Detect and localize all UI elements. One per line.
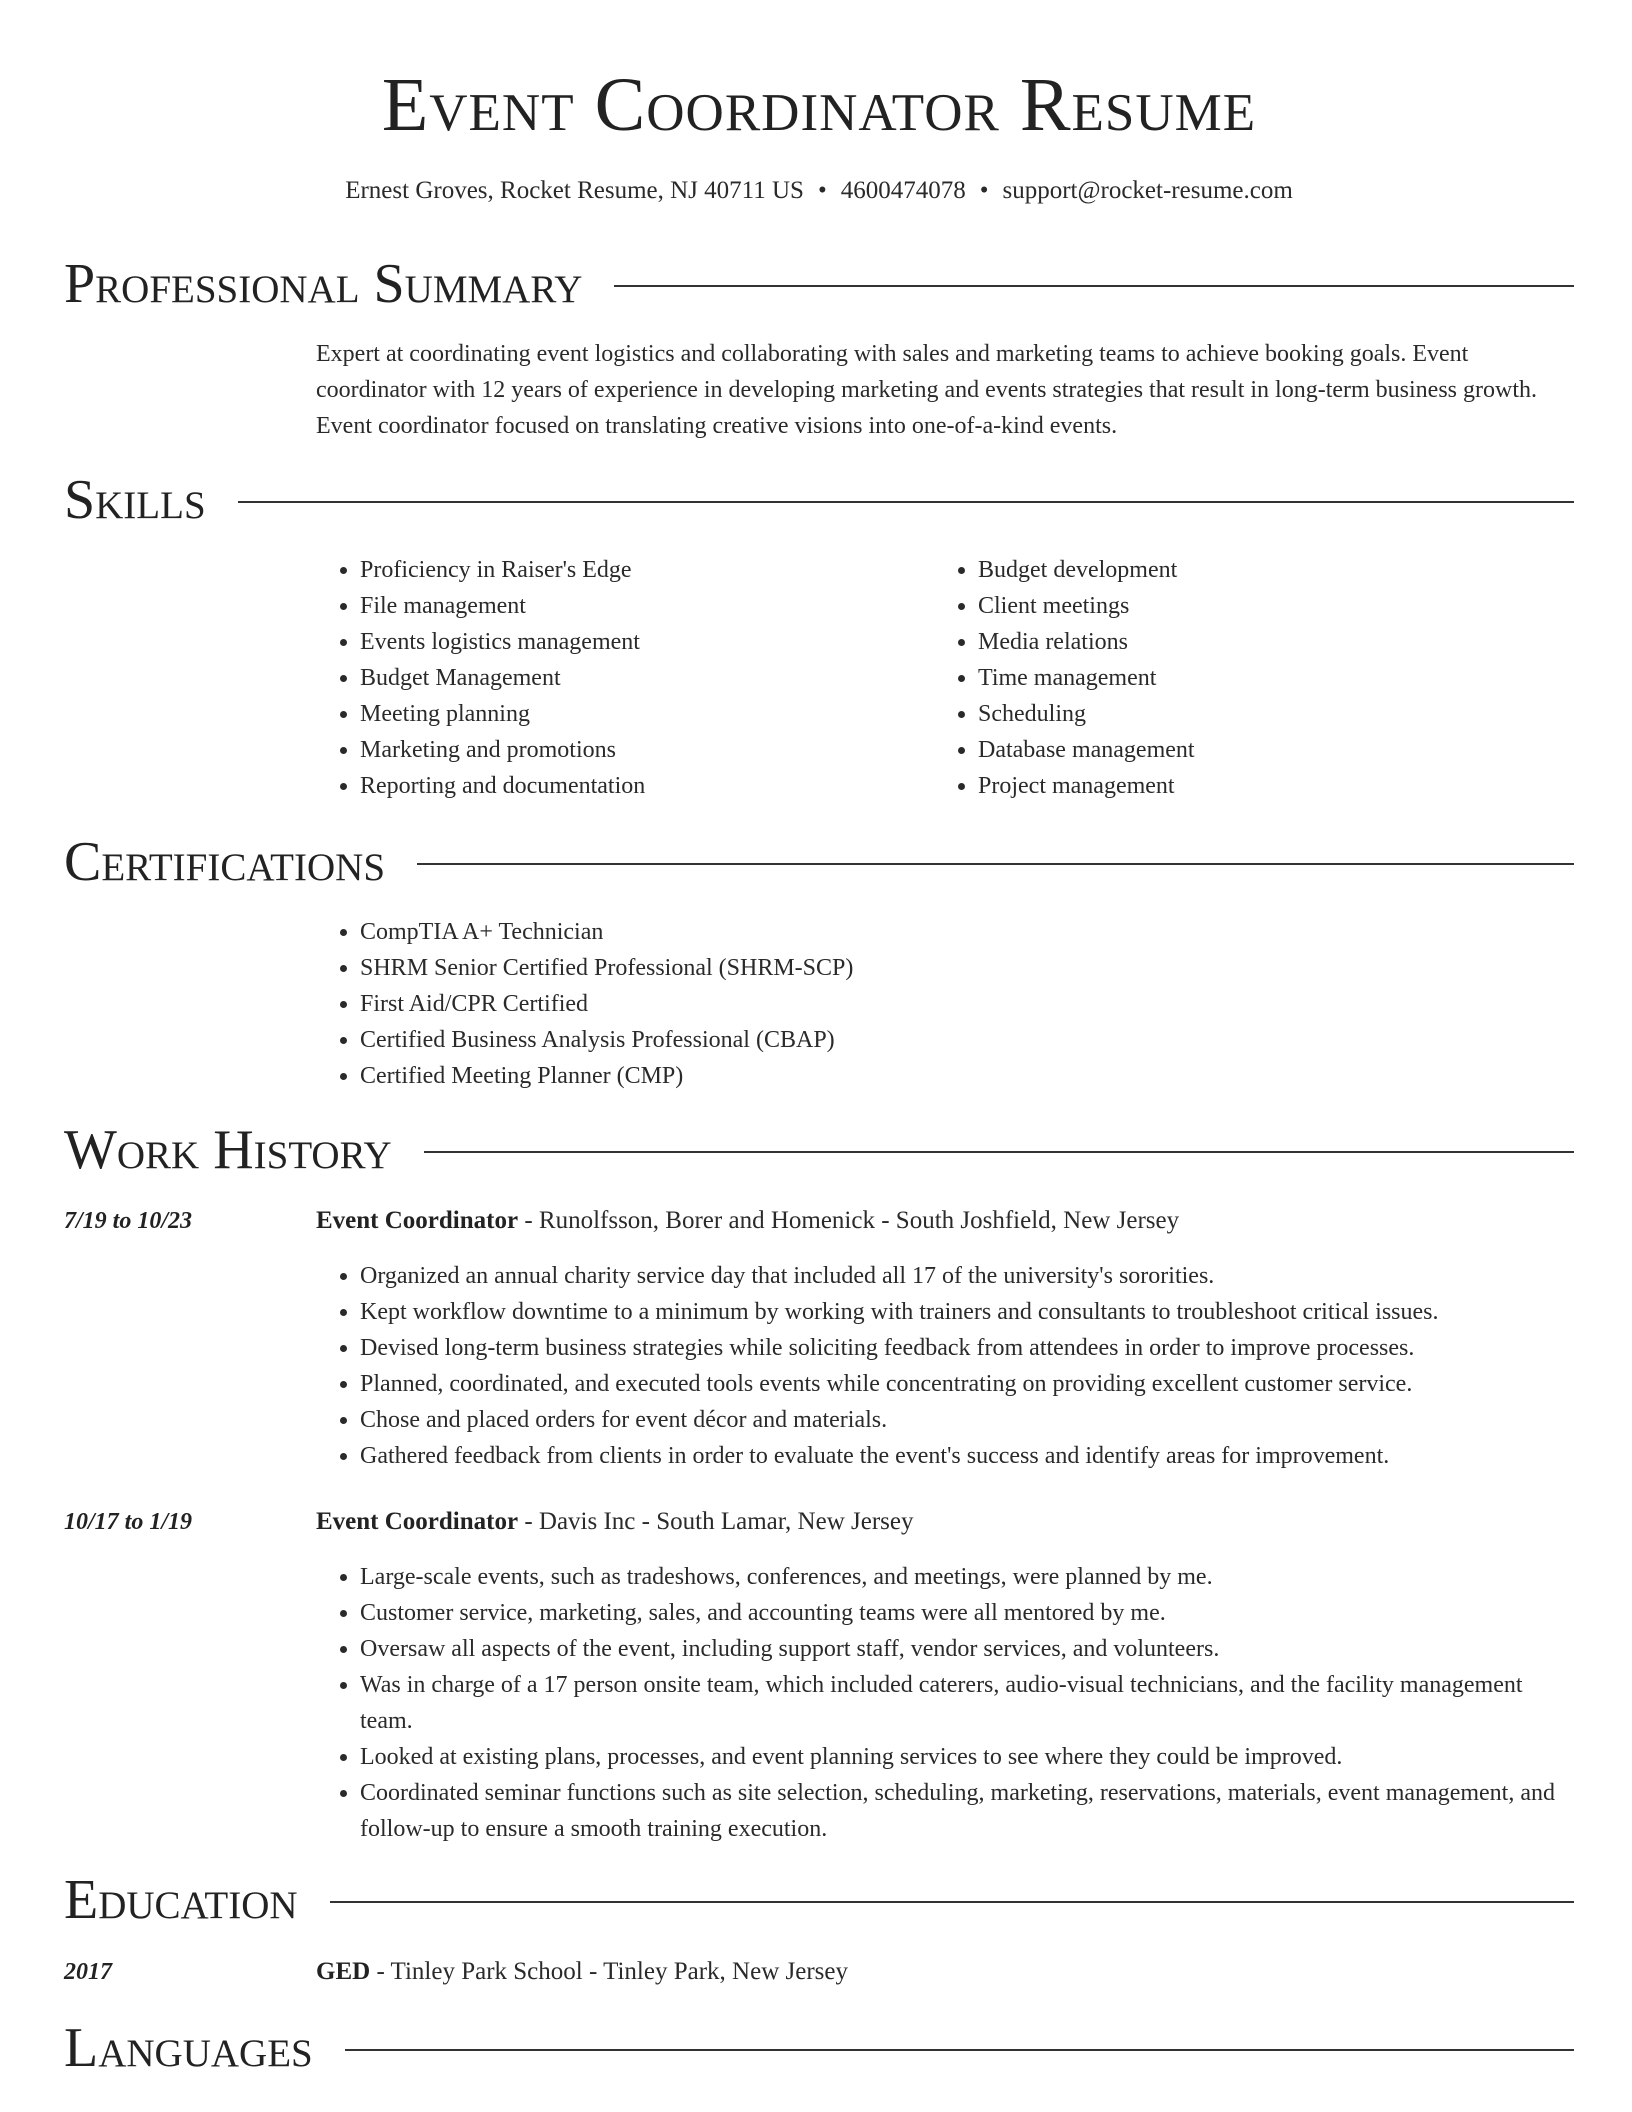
job-bullet: • Kept workflow downtime to a minimum by working with trainers and consultants to troubleshoot critical issues. xyxy=(360,1294,1574,1330)
education-degree: GED xyxy=(316,1958,371,1985)
job-employer-location: - Runolfsson, Borer and Homenick - South Joshfield, New Jersey xyxy=(518,1207,1180,1234)
skills-column-left xyxy=(316,552,934,804)
section-header-skills xyxy=(64,468,1574,532)
contact-separator: • xyxy=(817,177,827,204)
section-title-languages: Languages xyxy=(64,2017,313,2079)
contact-separator: • xyxy=(979,177,989,204)
job-bullet: • Oversaw all aspects of the event, including support staff, vendor services, and volunteers. xyxy=(360,1631,1574,1667)
job-bullet: • Chose and placed orders for event décor and materials. xyxy=(360,1402,1574,1438)
skill-item: • Media relations xyxy=(978,624,1552,660)
skill-item: • Scheduling xyxy=(978,696,1552,732)
skill-item: • Marketing and promotions xyxy=(360,732,934,768)
job-title: Event Coordinator xyxy=(316,1207,519,1234)
job-bullets xyxy=(316,1258,1574,1474)
skill-item: • Budget Management xyxy=(360,660,934,696)
summary-paragraph: Expert at coordinating event logistics and collaborating with sales and marketing teams to achieve booking goals. Event coordinator with 12 years of experience in developing marketing and events strategies that result in long-term business growth. Event coordinator focused on translating creative visions into one-of-a-kind events. xyxy=(316,341,1537,439)
job-title: Event Coordinator xyxy=(316,1508,519,1535)
job-bullet: • Organized an annual charity service day that included all 17 of the university's sororities. xyxy=(360,1258,1574,1294)
skill-item: • Project management xyxy=(978,768,1552,804)
job-bullets xyxy=(316,1559,1574,1847)
section-title-skills: Skills xyxy=(64,469,206,531)
skill-item: • Database management xyxy=(978,732,1552,768)
section-header-education xyxy=(64,1868,1574,1932)
contact-address: Ernest Groves, Rocket Resume, NJ 40711 US xyxy=(345,177,804,204)
education-heading xyxy=(316,1955,1574,1989)
section-title-work: Work History xyxy=(64,1119,392,1181)
skill-item: • Meeting planning xyxy=(360,696,934,732)
skill-item: • Client meetings xyxy=(978,588,1552,624)
skill-item: • File management xyxy=(360,588,934,624)
skill-item: • Proficiency in Raiser's Edge xyxy=(360,552,934,588)
section-title-certifications: Certifications xyxy=(64,831,386,893)
skills-list xyxy=(316,552,1574,804)
skill-item: • Reporting and documentation xyxy=(360,768,934,804)
job-dates: 10/17 to 1/19 xyxy=(64,1509,193,1535)
education-year: 2017 xyxy=(64,1959,112,1985)
certifications-list xyxy=(316,914,1574,1094)
job-employer-location: - Davis Inc - South Lamar, New Jersey xyxy=(518,1508,914,1535)
job-heading xyxy=(316,1204,1574,1238)
job-bullet: • Coordinated seminar functions such as site selection, scheduling, marketing, reservations, materials, event management, and follow-up to ensure a smooth training execution. xyxy=(360,1775,1574,1847)
certification-item: • SHRM Senior Certified Professional (SHRM-SCP) xyxy=(360,950,1574,986)
section-title-summary: Professional Summary xyxy=(64,253,583,315)
skill-item: • Budget development xyxy=(978,552,1552,588)
section-title-education: Education xyxy=(64,1869,298,1931)
section-divider xyxy=(238,501,1574,503)
certification-item: • Certified Business Analysis Professional (CBAP) xyxy=(360,1022,1574,1058)
job-bullet: • Large-scale events, such as tradeshows, conferences, and meetings, were planned by me. xyxy=(360,1559,1574,1595)
section-divider xyxy=(330,1901,1574,1903)
certification-item: • CompTIA A+ Technician xyxy=(360,914,1574,950)
skills-column-right xyxy=(934,552,1552,804)
skill-item: • Events logistics management xyxy=(360,624,934,660)
certification-item: • Certified Meeting Planner (CMP) xyxy=(360,1058,1574,1094)
skill-item: • Time management xyxy=(978,660,1552,696)
section-divider xyxy=(345,2049,1574,2051)
contact-email[interactable]: support@rocket-resume.com xyxy=(1002,177,1293,204)
job-bullet: • Planned, coordinated, and executed tools events while concentrating on providing excellent customer service. xyxy=(360,1366,1574,1402)
section-divider xyxy=(417,863,1574,865)
job-bullet: • Was in charge of a 17 person onsite team, which included caterers, audio-visual technicians, and the facility management team. xyxy=(360,1667,1574,1739)
section-divider xyxy=(424,1151,1574,1153)
job-dates: 7/19 to 10/23 xyxy=(64,1208,193,1234)
resume-title: Event Coordinator Resume xyxy=(381,63,1257,147)
section-header-languages xyxy=(64,2016,1574,2080)
job-bullet: • Customer service, marketing, sales, and accounting teams were all mentored by me. xyxy=(360,1595,1574,1631)
education-school-location: - Tinley Park School - Tinley Park, New Jersey xyxy=(370,1958,848,1985)
job-bullet: • Looked at existing plans, processes, and event planning services to see where they could be improved. xyxy=(360,1739,1574,1775)
job-heading xyxy=(316,1505,1574,1539)
certification-item: • First Aid/CPR Certified xyxy=(360,986,1574,1022)
job-bullet: • Gathered feedback from clients in order to evaluate the event's success and identify areas for improvement. xyxy=(360,1438,1574,1474)
contact-phone: 4600474078 xyxy=(840,177,966,204)
section-header-summary xyxy=(64,252,1574,316)
section-header-work xyxy=(64,1118,1574,1182)
section-divider xyxy=(614,285,1574,287)
section-header-certifications xyxy=(64,830,1574,894)
job-bullet: • Devised long-term business strategies while soliciting feedback from attendees in order to improve processes. xyxy=(360,1330,1574,1366)
contact-line xyxy=(64,174,1574,208)
